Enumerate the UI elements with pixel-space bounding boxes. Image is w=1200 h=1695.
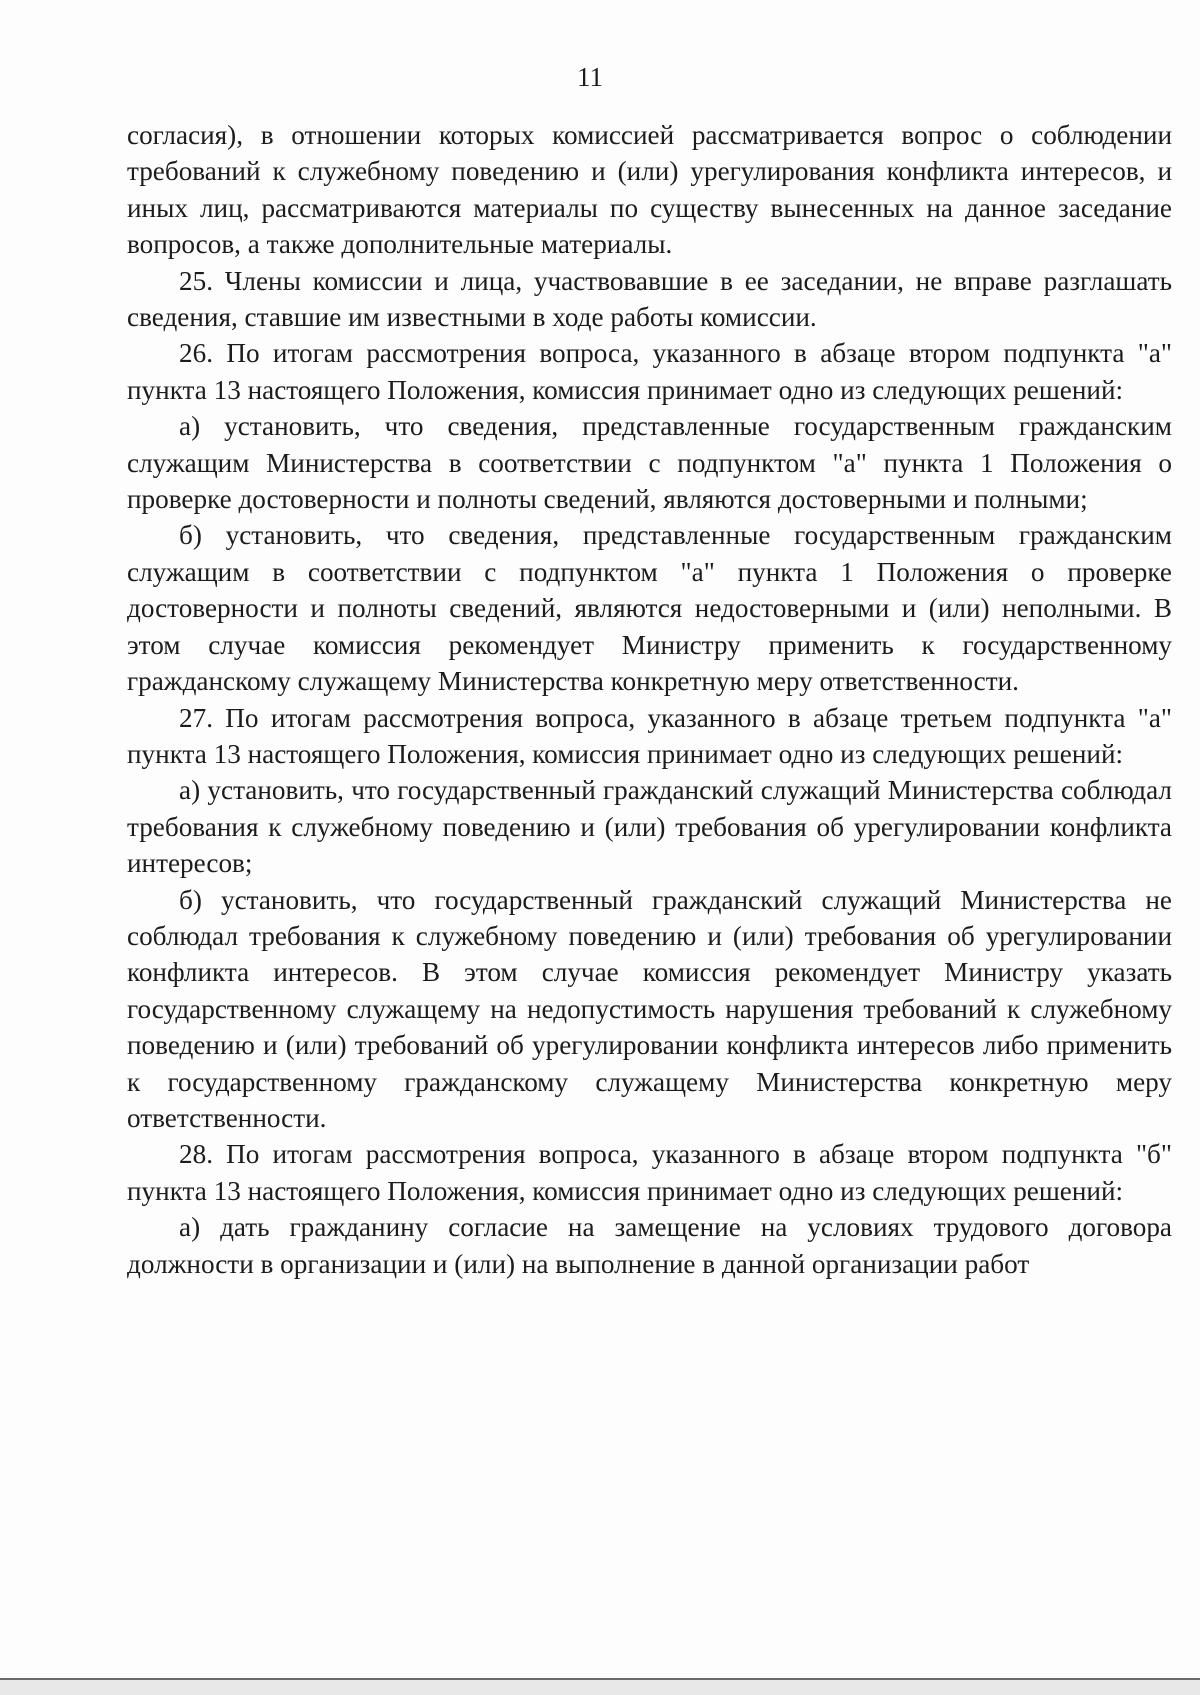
page-bottom-shadow (0, 1680, 1200, 1695)
paragraph-item-25: 25. Члены комиссии и лица, участвовавшие в ее заседании, не вправе разглашать сведения, ставшие им известными в ходе работы комиссии. (127, 265, 1172, 333)
paragraph-item-27-b: б) установить, что государственный гражданский служащий Министерства не соблюдал требования к служебному поведению и (или) требования об урегулировании конфликта интересов. В этом случае комиссия рекомендует Министру указать государственному служащему на недопустимость нарушения требований к служебному поведению и (или) требований об урегулировании конфликта интересов либо применить к государственному гражданскому служащему Министерства конкретную меру ответственности. (127, 884, 1172, 1133)
paragraph-item-28: 28. По итогам рассмотрения вопроса, указанного в абзаце втором подпункта "б" пункта 13 настоящего Положения, комиссия принимает одно из следующих решений: (127, 1139, 1172, 1206)
page-number: 11 (577, 62, 603, 92)
paragraph-item-26-b: б) установить, что сведения, представленные государственным гражданским служащим в соответствии с подпунктом "а" пункта 1 Положения о проверке достоверности и полноты сведений, являются недостоверными и (или) неполными. В этом случае комиссия рекомендует Министру применить к государственному гражданскому служащему Министерства конкретную меру ответственности. (127, 520, 1172, 697)
paragraph-item-27: 27. По итогам рассмотрения вопроса, указанного в абзаце третьем подпункта "а" пункта 13 настоящего Положения, комиссия принимает одно из следующих решений: (127, 702, 1172, 769)
paragraph-item-28-a: а) дать гражданину согласие на замещение на условиях трудового договора должности в организации и (или) на выполнение в данной организации работ (127, 1212, 1172, 1279)
paragraph-item-26-a: а) установить, что сведения, представленные государственным гражданским служащим Министерства в соответствии с подпунктом "а" пункта 1 Положения о проверке достоверности и полноты сведений, являются достоверными и полными; (127, 411, 1172, 515)
paragraph-item-27-a: а) установить, что государственный гражданский служащий Министерства соблюдал требования к служебному поведению и (или) требования об урегулировании конфликта интересов; (127, 775, 1172, 879)
document-body (127, 117, 1172, 1282)
paragraph-continuation: согласия), в отношении которых комиссией рассматривается вопрос о соблюдении требований к служебному поведению и (или) урегулирования конфликта интересов, и иных лиц, рассматриваются материалы по существу вынесенных на данное заседание вопросов, а также дополнительные материалы. (127, 120, 1172, 260)
paragraph-item-26: 26. По итогам рассмотрения вопроса, указанного в абзаце втором подпункта "а" пункта 13 настоящего Положения, комиссия принимает одно из следующих решений: (127, 338, 1172, 405)
